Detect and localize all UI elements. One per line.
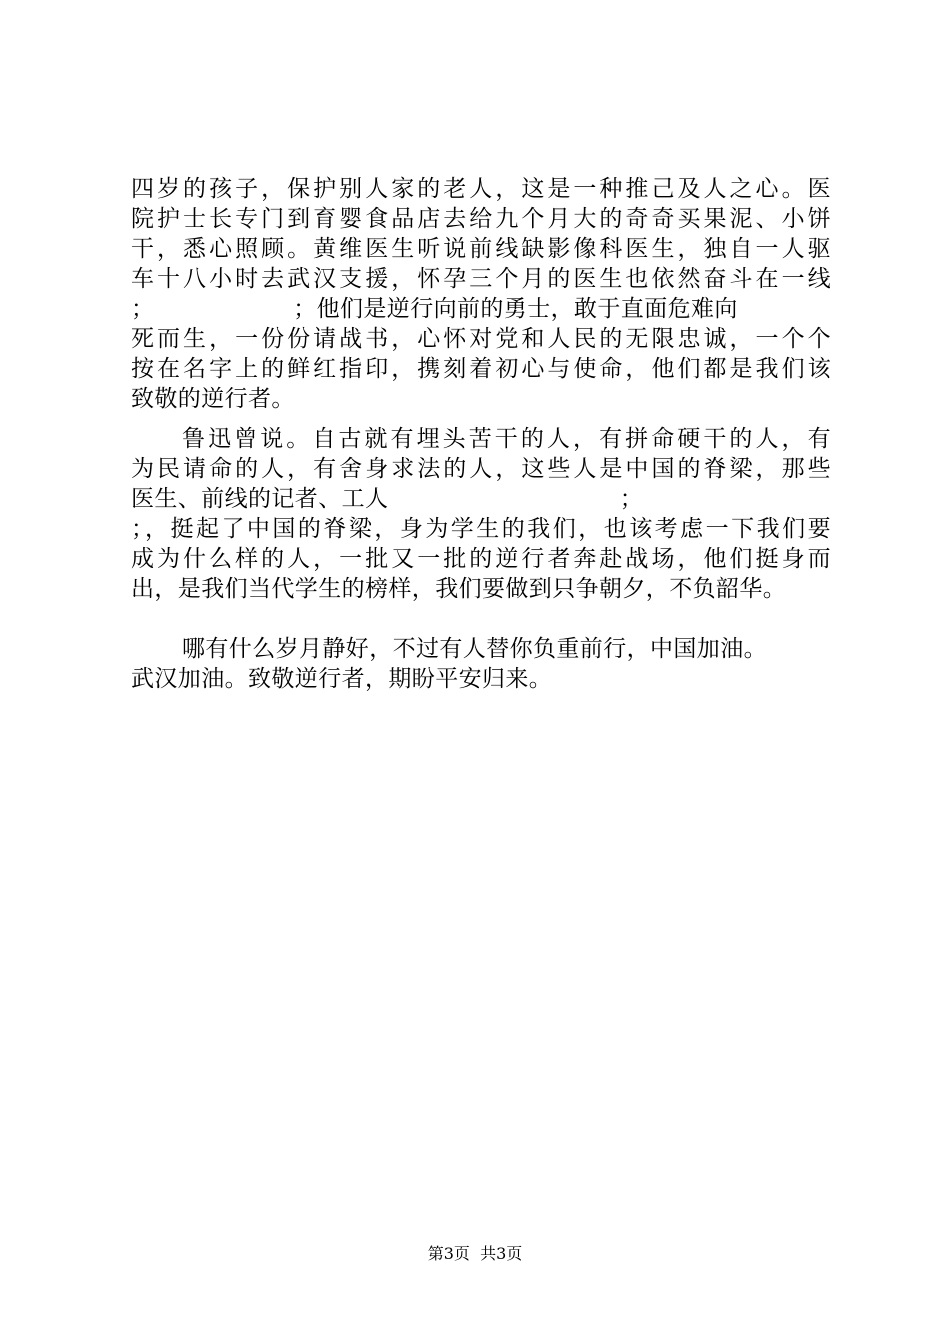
text-line: 哪有什么岁月静好，不过有人替你负重前行，中国加油。: [182, 636, 767, 662]
text-line: 车十八小时去武汉支援，怀孕三个月的医生也依然奋斗在一线: [131, 266, 831, 292]
text-line: 武汉加油。致敬逆行者，期盼平安归来。: [131, 666, 553, 692]
text-line: 死而生，一份份请战书，心怀对党和人民的无限忠诚，一个个: [131, 326, 831, 352]
text-line: 成为什么样的人，一批又一批的逆行者奔赴战场，他们挺身而: [131, 546, 831, 572]
text-line: ； ；他们是逆行向前的勇士，敢于直面危难向: [131, 296, 738, 322]
text-line: 干，悉心照顾。黄维医生听说前线缺影像科医生，独自一人驱: [131, 236, 831, 262]
text-line: 按在名字上的鲜红指印，携刻着初心与使命，他们都是我们该: [131, 356, 831, 382]
text-line: 院护士长专门到育婴食品店去给九个月大的奇奇买果泥、小饼: [131, 206, 831, 232]
text-line: 医生、前线的记者、工人 ；: [131, 486, 644, 512]
text-line: 鲁迅曾说。自古就有埋头苦干的人，有拼命硬干的人，有: [182, 426, 831, 452]
text-line: 四岁的孩子，保护别人家的老人，这是一种推己及人之心。医: [131, 176, 831, 202]
page-number: 第3页 共3页: [427, 1244, 523, 1263]
text-line: 出，是我们当代学生的榜样，我们要做到只争朝夕，不负韶华。: [131, 576, 787, 602]
text-line: 致敬的逆行者。: [131, 386, 295, 412]
text-line: 为民请命的人，有舍身求法的人，这些人是中国的脊梁，那些: [131, 456, 831, 482]
text-line: ；，挺起了中国的脊梁，身为学生的我们，也该考虑一下我们要: [131, 516, 831, 542]
